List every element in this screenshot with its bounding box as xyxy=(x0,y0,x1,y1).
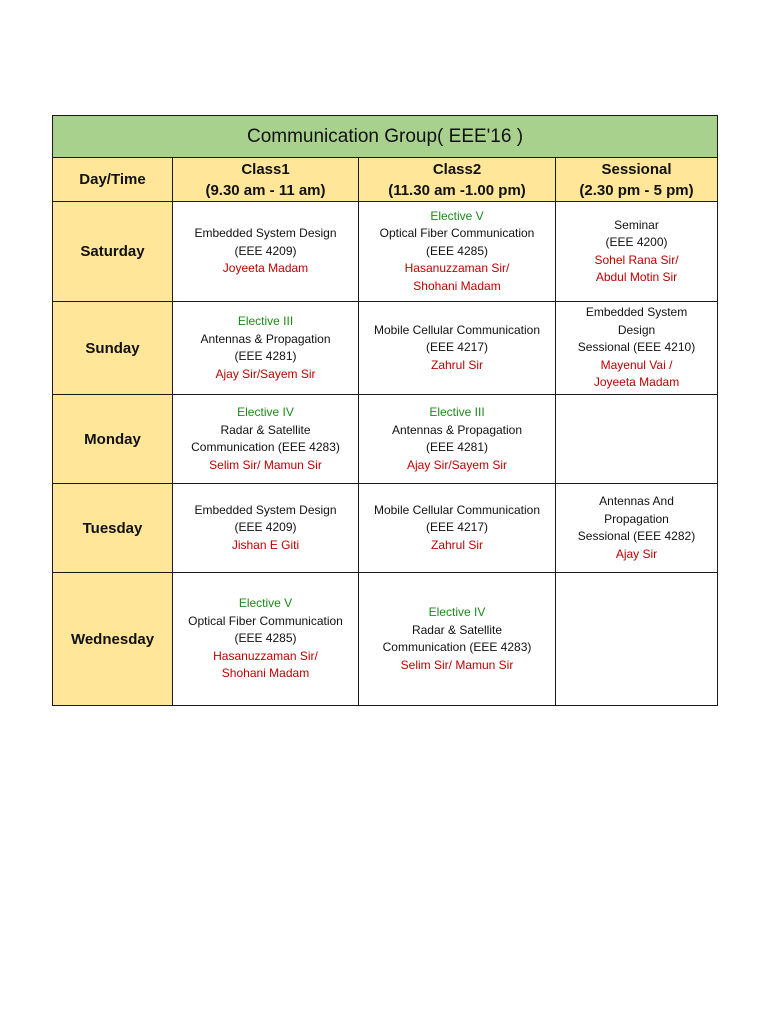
elective-label: Elective III xyxy=(429,405,485,419)
class-routine-table xyxy=(52,115,718,706)
sessional-slot xyxy=(556,302,718,395)
class1-slot xyxy=(173,573,359,706)
course-text: (EEE 4209) xyxy=(234,243,297,258)
class2-slot xyxy=(359,573,556,706)
header-row xyxy=(53,158,718,202)
teacher-name: Selim Sir/ Mamun Sir xyxy=(209,457,322,472)
day-row xyxy=(53,573,718,706)
course-text: Antennas And xyxy=(599,494,674,508)
course-text: (EEE 4217) xyxy=(425,340,489,355)
header-class2 xyxy=(359,158,556,202)
class2-slot xyxy=(359,395,556,484)
day-cell: Saturday xyxy=(53,202,173,302)
header-class1-time: (9.30 am - 11 am) xyxy=(205,181,326,199)
teacher-name: Jishan E Giti xyxy=(231,537,300,552)
header-class1 xyxy=(173,158,359,202)
class1-slot xyxy=(173,302,359,395)
course-text: Mobile Cellular Communication xyxy=(373,502,541,517)
sessional-slot xyxy=(556,573,718,706)
class2-slot xyxy=(359,484,556,573)
teacher-name: Shohani Madam xyxy=(221,666,310,681)
teacher-name: Abdul Motin Sir xyxy=(595,270,678,284)
course-text: (EEE 4217) xyxy=(425,520,489,535)
course-text: Design xyxy=(617,322,656,337)
header-sessional xyxy=(556,158,718,202)
teacher-name: Sohel Rana Sir/ xyxy=(594,252,679,267)
teacher-name: Zahrul Sir xyxy=(430,537,483,552)
course-text: (EEE 4200) xyxy=(605,235,668,249)
course-text: (EEE 4281) xyxy=(425,440,489,454)
sessional-slot xyxy=(556,202,718,302)
course-text: Sessional (EEE 4210) xyxy=(577,340,696,355)
day-cell: Sunday xyxy=(53,302,173,395)
class2-slot xyxy=(359,202,556,302)
elective-label: Elective IV xyxy=(428,605,486,619)
course-text: (EEE 4285) xyxy=(425,243,489,258)
day-row xyxy=(53,302,718,395)
course-text: Mobile Cellular Communication xyxy=(373,322,541,337)
sessional-slot xyxy=(556,395,718,484)
day-row xyxy=(53,202,718,302)
elective-label: Elective V xyxy=(238,596,293,611)
title-row xyxy=(53,116,718,158)
teacher-name: Hasanuzzaman Sir/ xyxy=(213,648,318,663)
header-class2-name: Class2 xyxy=(432,160,482,178)
header-class1-name: Class1 xyxy=(241,160,290,178)
course-text: Communication (EEE 4283) xyxy=(382,640,532,654)
teacher-name: Mayenul Vai / xyxy=(600,357,673,372)
course-text: Communication (EEE 4283) xyxy=(191,440,340,454)
header-sessional-time: (2.30 pm - 5 pm) xyxy=(579,181,694,199)
course-text: Optical Fiber Communication xyxy=(379,226,535,241)
class1-slot xyxy=(173,395,359,484)
course-text: Seminar xyxy=(614,217,659,232)
routine-body xyxy=(53,202,718,706)
course-text: Radar & Satellite xyxy=(220,422,311,437)
header-class2-time: (11.30 am -1.00 pm) xyxy=(388,181,526,199)
teacher-name: Joyeeta Madam xyxy=(222,261,309,276)
teacher-name: Joyeeta Madam xyxy=(593,375,680,390)
course-text: Embedded System Design xyxy=(194,502,337,517)
teacher-name: Shohani Madam xyxy=(413,278,501,293)
course-text: (EEE 4209) xyxy=(234,520,297,535)
course-text: Embedded System Design xyxy=(194,226,337,241)
class2-slot xyxy=(359,302,556,395)
sessional-slot xyxy=(556,484,718,573)
day-cell: Monday xyxy=(53,395,173,484)
header-day-time: Day/Time xyxy=(53,158,173,202)
day-cell: Wednesday xyxy=(53,573,173,706)
teacher-name: Zahrul Sir xyxy=(430,357,483,372)
course-text: Antennas & Propagation xyxy=(391,422,523,437)
day-row xyxy=(53,395,718,484)
teacher-name: Ajay Sir/Sayem Sir xyxy=(215,366,316,381)
course-text: Propagation xyxy=(604,511,669,526)
teacher-name: Hasanuzzaman Sir/ xyxy=(404,261,510,276)
elective-label: Elective IV xyxy=(237,405,294,419)
course-text: Antennas & Propagation xyxy=(200,331,331,346)
course-text: Optical Fiber Communication xyxy=(188,613,343,628)
course-text: (EEE 4281) xyxy=(234,349,297,363)
teacher-name: Selim Sir/ Mamun Sir xyxy=(400,657,514,672)
course-text: (EEE 4285) xyxy=(234,631,297,646)
elective-label: Elective V xyxy=(430,208,484,223)
elective-label: Elective III xyxy=(237,314,294,328)
day-row xyxy=(53,484,718,573)
teacher-name: Ajay Sir/Sayem Sir xyxy=(406,457,508,472)
day-cell: Tuesday xyxy=(53,484,173,573)
course-text: Sessional (EEE 4282) xyxy=(577,529,696,543)
header-sessional-name: Sessional xyxy=(601,160,672,178)
class1-slot xyxy=(173,202,359,302)
routine-title: Communication Group( EEE'16 ) xyxy=(53,116,718,158)
teacher-name: Ajay Sir xyxy=(615,546,658,561)
course-text: Embedded System xyxy=(585,305,688,320)
course-text: Radar & Satellite xyxy=(411,622,503,637)
class1-slot xyxy=(173,484,359,573)
